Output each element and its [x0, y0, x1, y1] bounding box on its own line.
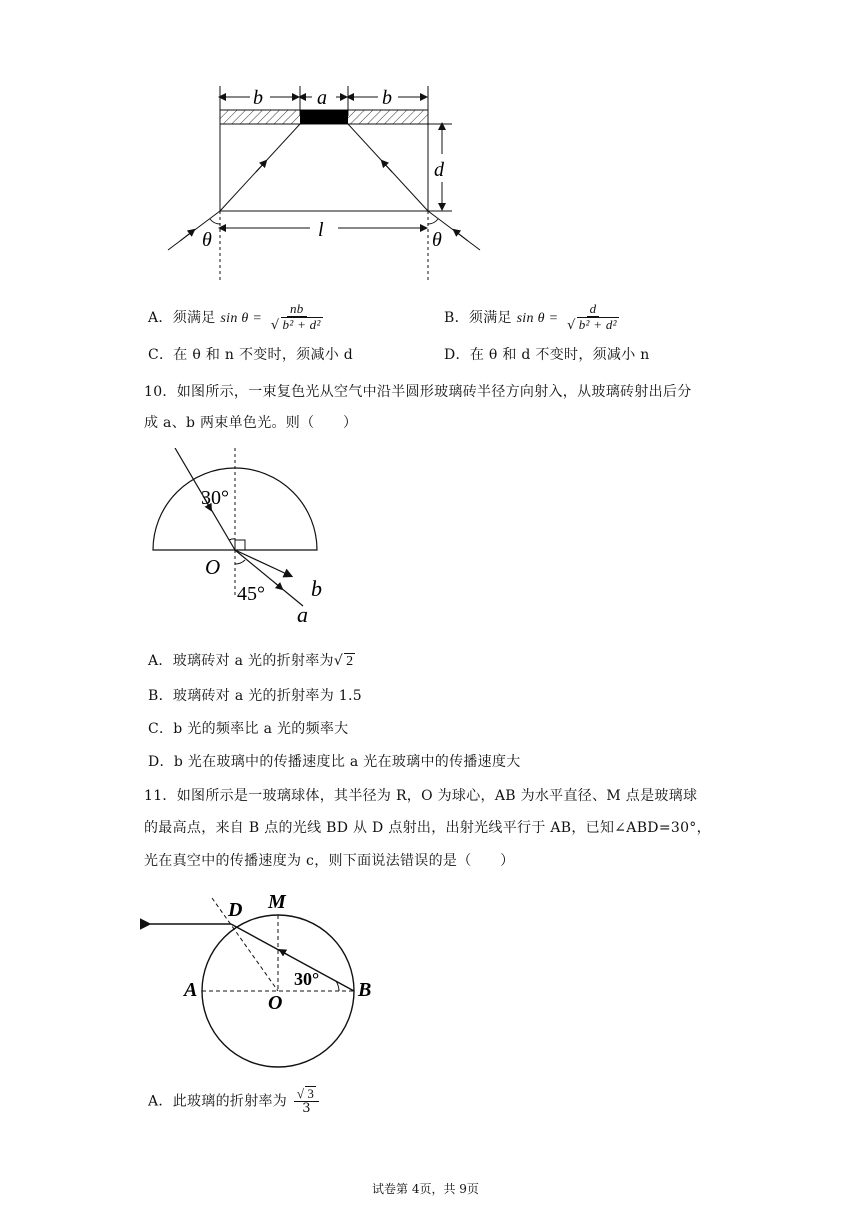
- dim-b-left: b: [253, 87, 263, 109]
- dim-b-right: b: [382, 87, 392, 109]
- angle-30-label: 30°: [201, 487, 229, 509]
- q9-option-c: C．在 θ 和 n 不变时，须减小 d: [148, 347, 354, 363]
- q10-option-d: D．b 光在玻璃中的传播速度比 a 光在玻璃中的传播速度大: [148, 754, 521, 770]
- q11-stem-line3: 光在真空中的传播速度为 c，则下面说法错误的是（ ）: [144, 853, 515, 869]
- semicircle-figure: [145, 448, 335, 628]
- ray-b-label: b: [311, 576, 322, 601]
- angle-45-label: 45°: [237, 583, 265, 605]
- point-D-label: D: [228, 899, 243, 921]
- q10-option-c: C．b 光的频率比 a 光的频率大: [148, 721, 349, 737]
- q9-option-d: D．在 θ 和 d 不变时，须减小 n: [444, 347, 650, 363]
- dim-l: l: [318, 219, 324, 241]
- q10-stem-line2: 成 a、b 两束单色光。则（ ）: [144, 415, 358, 431]
- q9-option-a: A．须满足 sin θ = $\frac{nb}{\text{√ b² + d²}}$: [148, 301, 321, 334]
- q10-option-b: B．玻璃砖对 a 光的折射率为 1.5: [148, 688, 362, 704]
- q11-stem-line1: 11．如图所示是一玻璃球体，其半径为 R，O 为球心，AB 为水平直径、M 点是玻璃球: [144, 788, 698, 804]
- angle-theta-left: θ: [202, 229, 212, 251]
- point-O-label: O: [268, 992, 283, 1014]
- detector-block: [300, 110, 348, 124]
- q9-option-b: B．须满足 sin θ = $\frac{d}{\text{√ b² + d²}}$: [444, 301, 617, 334]
- q11-stem-line2: 的最高点，来自 B 点的光线 BD 从 D 点射出，出射光线平行于 AB，已知∠ABD=30°，: [144, 820, 711, 836]
- point-O-label: O: [205, 555, 221, 579]
- point-A-label: A: [184, 979, 198, 1001]
- glass-sphere-figure: [140, 884, 390, 1084]
- dim-a: a: [317, 87, 327, 109]
- q10-option-a: A．玻璃砖对 a 光的折射率为√ 2: [148, 653, 354, 669]
- page-footer: 试卷第 4页，共 9页: [372, 1182, 479, 1196]
- light-pipe-figure: [150, 78, 500, 288]
- point-B-label: B: [358, 979, 372, 1001]
- angle-theta-right: θ: [432, 229, 442, 251]
- q11-option-a: A．此玻璃的折射率为 $\frac{√ 3}{3}$: [148, 1086, 321, 1117]
- point-M-label: M: [268, 891, 286, 913]
- dim-d: d: [434, 159, 444, 181]
- angle-30-label: 30°: [294, 969, 320, 989]
- q10-stem-line1: 10．如图所示，一束复色光从空气中沿半圆形玻璃砖半径方向射入，从玻璃砖射出后分: [144, 384, 692, 400]
- ray-a-label: a: [297, 602, 308, 627]
